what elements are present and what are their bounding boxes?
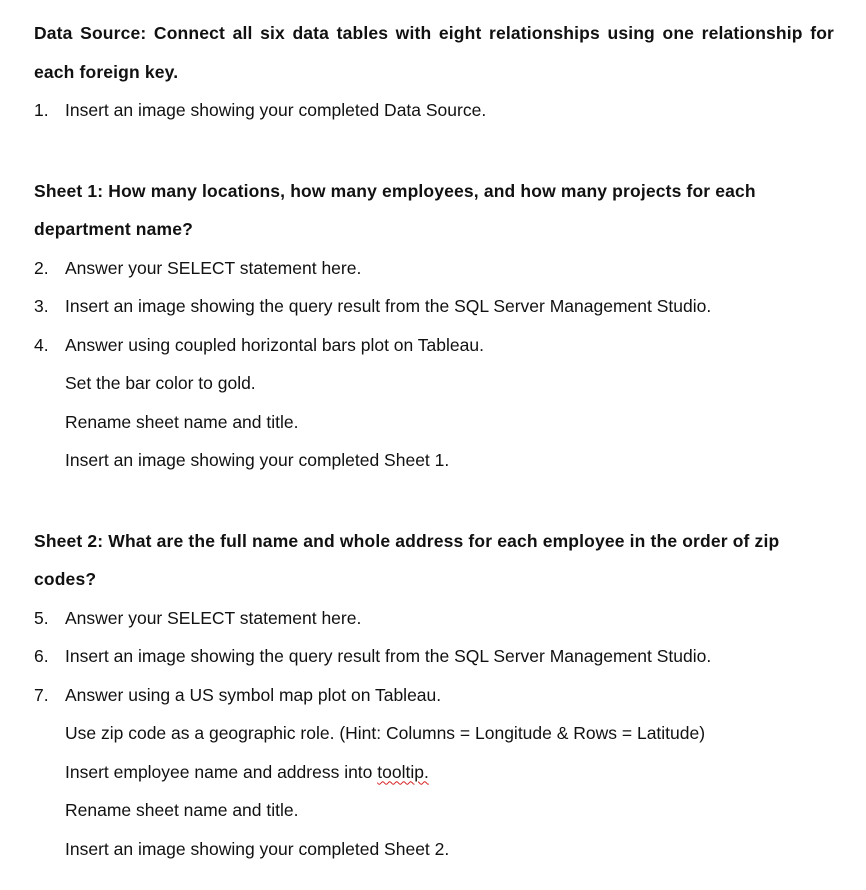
sub-item xyxy=(34,753,844,792)
item-number: 3. xyxy=(34,296,49,316)
item-number: 6. xyxy=(34,646,49,666)
item-number: 5. xyxy=(34,607,49,628)
item-number: 4. xyxy=(34,334,49,355)
section-gap xyxy=(34,130,844,172)
sheet2-heading-line2: codes? xyxy=(34,569,97,589)
sub-item: Insert an image showing your completed Sheet 1. xyxy=(65,450,450,470)
data-source-heading-line1: Data Source: Connect all six data tables with eight relationships using one relationship for xyxy=(34,23,834,43)
sub-item: Set the bar color to gold. xyxy=(65,373,256,393)
item-number: 2. xyxy=(34,257,49,278)
item-number: 1. xyxy=(34,100,49,120)
document-body xyxy=(34,14,844,868)
data-source-heading-line2: each foreign key. xyxy=(34,61,179,82)
spellcheck-flagged-word[interactable]: tooltip. xyxy=(377,761,429,782)
sub-item: Insert an image showing your completed Sheet 2. xyxy=(65,838,450,859)
item-text: Answer your SELECT statement here. xyxy=(65,607,362,628)
list-item xyxy=(34,637,844,676)
item-text: Insert an image showing your completed Data Source. xyxy=(65,100,487,120)
sheet2-heading-line1: Sheet 2: What are the full name and whole address for each employee in the order of zip xyxy=(34,530,780,551)
item-text: Answer using a US symbol map plot on Tableau. xyxy=(65,684,442,705)
list-item xyxy=(34,287,844,326)
list-item xyxy=(34,249,844,288)
list-item xyxy=(34,599,844,638)
item-text: Answer your SELECT statement here. xyxy=(65,257,362,278)
sub-item: Rename sheet name and title. xyxy=(65,800,299,820)
sheet1-heading-line1: Sheet 1: How many locations, how many employees, and how many projects for each xyxy=(34,180,756,201)
tooltip-sentence: Insert employee name and address into xyxy=(65,761,378,782)
sub-item: Rename sheet name and title. xyxy=(65,411,299,432)
list-item xyxy=(34,326,844,365)
item-text: Insert an image showing the query result from the SQL Server Management Studio. xyxy=(65,646,712,666)
sub-item: Use zip code as a geographic role. (Hint: Columns = Longitude & Rows = Latitude) xyxy=(65,723,706,743)
item-text: Answer using coupled horizontal bars plot on Tableau. xyxy=(65,334,484,355)
list-item xyxy=(34,676,844,715)
item-number: 7. xyxy=(34,684,49,705)
section-gap xyxy=(34,480,844,522)
sheet1-heading-line2: department name? xyxy=(34,219,193,239)
list-item xyxy=(34,91,844,130)
item-text: Insert an image showing the query result from the SQL Server Management Studio. xyxy=(65,296,712,316)
